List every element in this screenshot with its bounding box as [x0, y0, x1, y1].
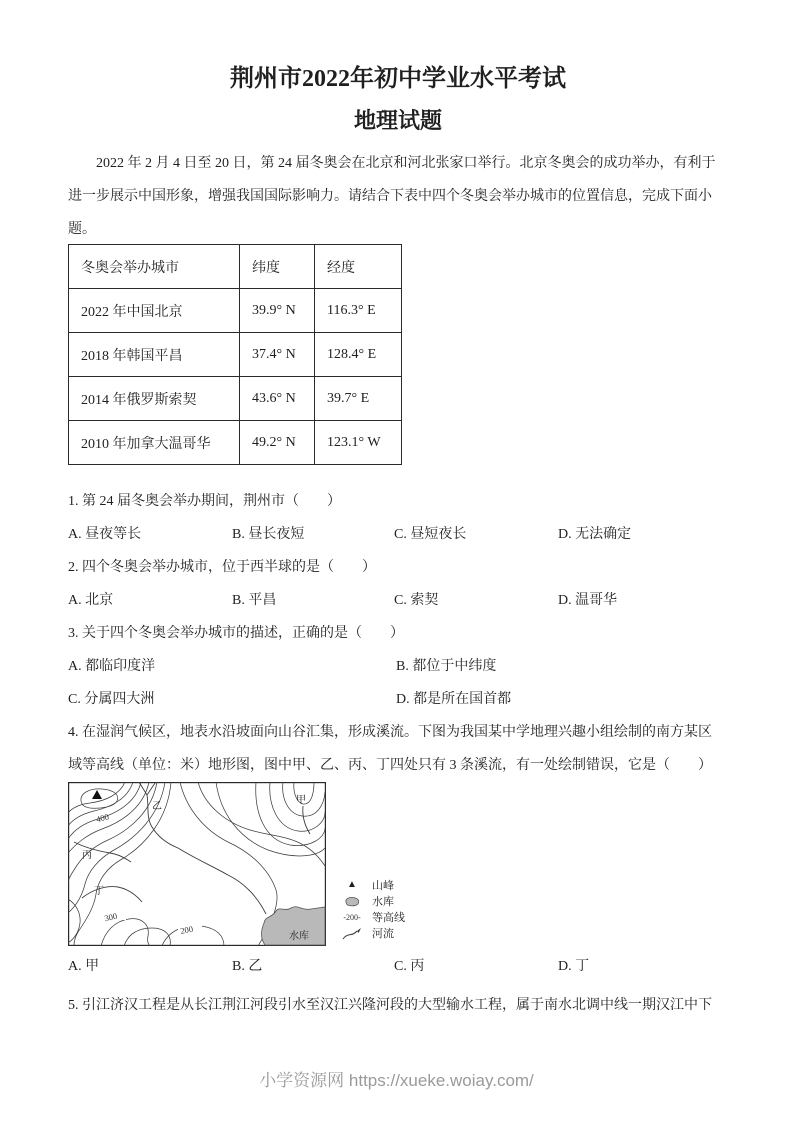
question-5-text: 5. 引江济汉工程是从长江荆江河段引水至汉江兴隆河段的大型输水工程，属于南水北调中线一期汉江中下 — [68, 998, 712, 1013]
intro-line-2: 进一步展示中国形象，增强我国国际影响力。请结合下表中四个冬奥会举办城市的位置信息，完成下面小 — [68, 189, 712, 204]
legend-item-river — [339, 925, 405, 941]
page-content — [68, 0, 728, 1022]
option-c: C. 索契 — [394, 593, 439, 608]
legend-label: 水库 — [372, 896, 394, 908]
table-header-row — [69, 245, 402, 289]
map-legend — [339, 877, 405, 941]
contour-map — [68, 782, 326, 946]
contour-map-figure — [68, 782, 728, 946]
question-4-line-2: 域等高线（单位：米）地形图，图中甲、乙、丙、丁四处只有 3 条溪流，有一处绘制错误，它是（ ） — [68, 758, 712, 773]
question-4-line-1: 4. 在湿润气候区，地表水沿坡面向山谷汇集，形成溪流。下图为我国某中学地理兴趣小组绘制的南方某区 — [68, 725, 712, 740]
olympics-city-table — [68, 244, 402, 465]
table-row — [69, 289, 402, 333]
map-point-label-jia: 甲 — [296, 795, 306, 806]
footer-watermark: 小学资源网 https://xueke.woiay.com/ — [259, 1071, 534, 1090]
option-b: B. 乙 — [232, 959, 263, 974]
option-a: A. 北京 — [68, 593, 114, 608]
table-cell-longitude: 123.1° W — [315, 421, 402, 465]
contour-label-300: 300 — [103, 910, 118, 924]
table-cell-latitude: 39.9° N — [240, 289, 315, 333]
option-c: C. 分属四大洲 — [68, 692, 155, 707]
table-cell-city: 2022 年中国北京 — [69, 289, 240, 333]
question-1-text: 1. 第 24 届冬奥会举办期间，荆州市（ ） — [68, 494, 341, 509]
intro-line-3: 题。 — [68, 222, 96, 237]
option-b: B. 昼长夜短 — [232, 527, 305, 542]
table-row — [69, 333, 402, 377]
option-b: B. 平昌 — [232, 593, 277, 608]
option-a: A. 都临印度洋 — [68, 659, 156, 674]
page-subtitle: 地理试题 — [353, 108, 442, 133]
table-cell-city: 2014 年俄罗斯索契 — [69, 377, 240, 421]
contour-icon: -200- — [343, 912, 361, 922]
contour-label-200: 200 — [179, 923, 194, 936]
option-c: C. 昼短夜长 — [394, 527, 467, 542]
table-cell-city: 2010 年加拿大温哥华 — [69, 421, 240, 465]
reservoir-icon — [339, 896, 365, 907]
option-b: B. 都位于中纬度 — [396, 659, 497, 674]
peak-icon: ▲ — [347, 879, 357, 890]
map-point-label-yi: 乙 — [152, 801, 162, 812]
option-d: D. 温哥华 — [558, 593, 618, 608]
table-cell-longitude: 128.4° E — [315, 333, 402, 377]
table-cell-city: 2018 年韩国平昌 — [69, 333, 240, 377]
question-2-text: 2. 四个冬奥会举办城市，位于西半球的是（ ） — [68, 560, 376, 575]
table-cell-latitude: 49.2° N — [240, 421, 315, 465]
legend-label: 等高线 — [372, 912, 405, 924]
option-a: A. 甲 — [68, 959, 100, 974]
reservoir-label: 水库 — [289, 931, 309, 942]
option-a: A. 昼夜等长 — [68, 527, 142, 542]
question-3-options-row-1 — [68, 650, 728, 683]
table-cell-longitude: 39.7° E — [315, 377, 402, 421]
legend-item-reservoir — [339, 893, 405, 909]
table-cell-latitude: 43.6° N — [240, 377, 315, 421]
table-header-latitude: 纬度 — [240, 245, 315, 289]
legend-label: 河流 — [372, 928, 394, 940]
legend-label: 山峰 — [372, 880, 394, 892]
legend-item-peak — [339, 877, 405, 893]
question-2-options — [68, 584, 728, 617]
table-cell-latitude: 37.4° N — [240, 333, 315, 377]
river-icon — [339, 927, 365, 940]
option-d: D. 丁 — [558, 959, 590, 974]
option-d: D. 无法确定 — [558, 527, 632, 542]
question-4-options — [68, 950, 728, 983]
intro-line-1: 2022 年 2 月 4 日至 20 日，第 24 届冬奥会在北京和河北张家口举行。北京冬奥会的成功举办，有利于 — [96, 156, 716, 171]
question-3-options-row-2 — [68, 683, 728, 716]
option-d: D. 都是所在国首都 — [396, 692, 512, 707]
table-row — [69, 377, 402, 421]
question-1-options — [68, 518, 728, 551]
table-cell-longitude: 116.3° E — [315, 289, 402, 333]
table-row — [69, 421, 402, 465]
page-title: 荆州市2022年初中学业水平考试 — [230, 66, 566, 92]
contour-label-400: 400 — [95, 811, 110, 825]
option-c: C. 丙 — [394, 959, 425, 974]
map-point-label-ding: 丁 — [94, 886, 104, 897]
table-header-longitude: 经度 — [315, 245, 402, 289]
intro-paragraph — [68, 147, 728, 246]
table-header-city: 冬奥会举办城市 — [69, 245, 240, 289]
map-point-label-bing: 丙 — [82, 850, 92, 861]
legend-item-contour — [339, 909, 405, 925]
question-3-text: 3. 关于四个冬奥会举办城市的描述，正确的是（ ） — [68, 626, 404, 641]
